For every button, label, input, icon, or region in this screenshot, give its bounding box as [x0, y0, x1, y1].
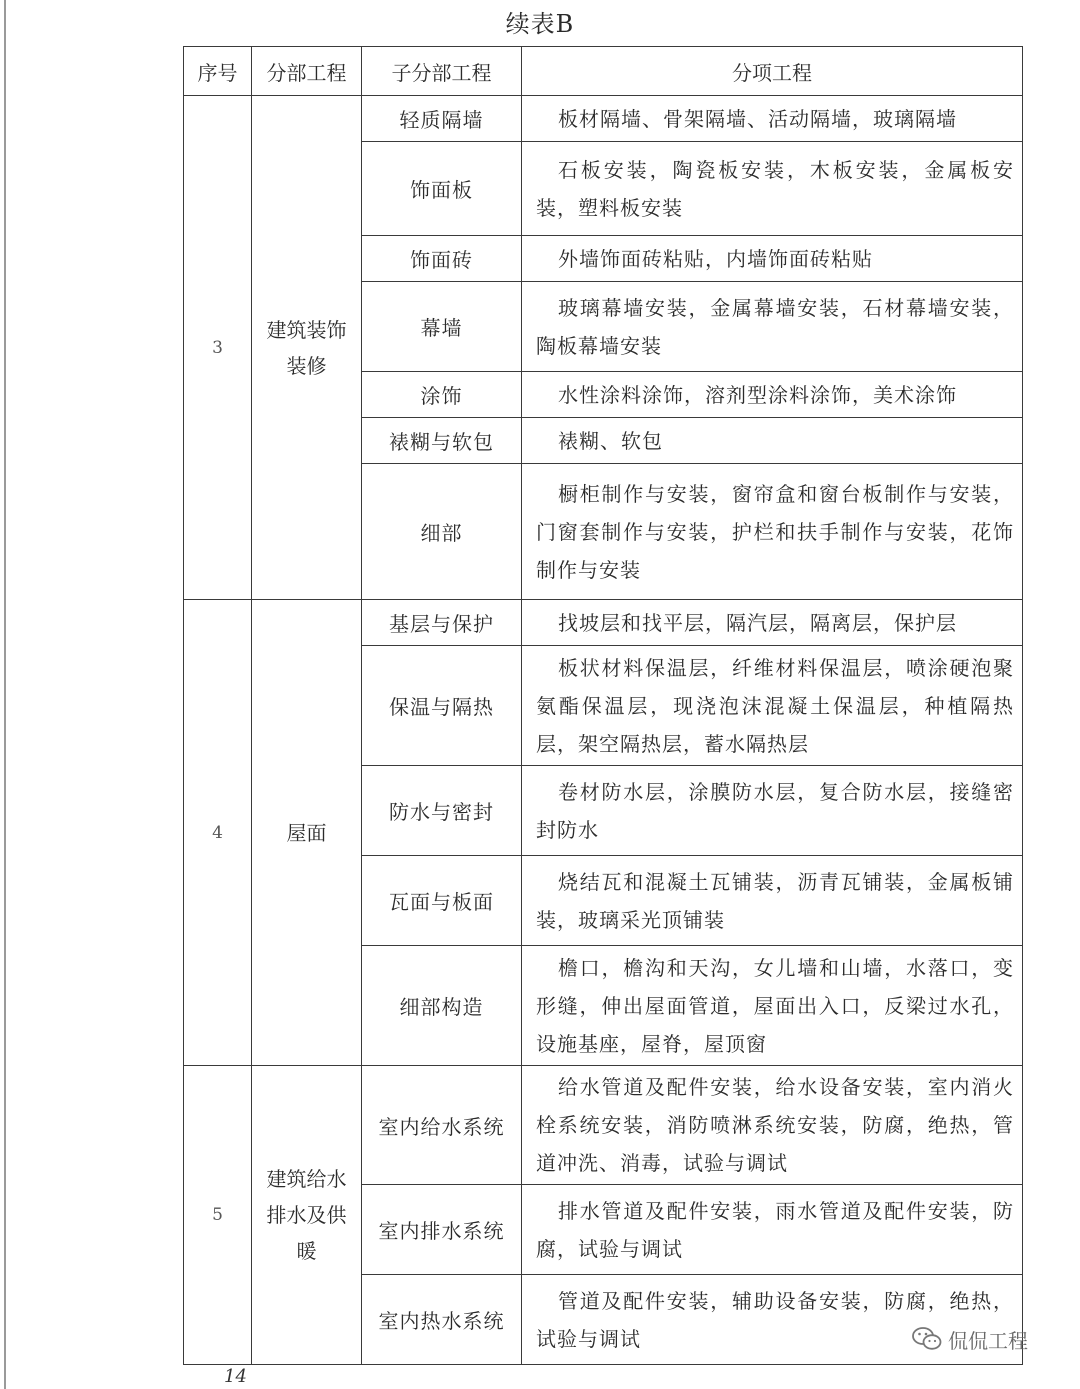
- division-name: 建筑装饰装修: [252, 96, 362, 600]
- header-items: 分项工程: [522, 47, 1023, 96]
- row-number: 3: [184, 96, 252, 600]
- subdivision-name: 保温与隔热: [362, 646, 522, 766]
- table-row: [184, 600, 1023, 646]
- subdivision-name: 饰面板: [362, 142, 522, 236]
- division-name: 屋面: [252, 600, 362, 1066]
- table-row: [184, 96, 1023, 142]
- subdivision-name: 防水与密封: [362, 766, 522, 856]
- project-division-table: [183, 46, 1023, 1365]
- item-list: 烧结瓦和混凝土瓦铺装，沥青瓦铺装，金属板铺装，玻璃采光顶铺装: [522, 856, 1023, 946]
- item-list: 板材隔墙、骨架隔墙、活动隔墙，玻璃隔墙: [522, 96, 1023, 142]
- item-list: 排水管道及配件安装，雨水管道及配件安装，防腐，试验与调试: [522, 1185, 1023, 1275]
- header-subdivision: 子分部工程: [362, 47, 522, 96]
- item-list: 找坡层和找平层，隔汽层，隔离层，保护层: [522, 600, 1023, 646]
- item-list: 裱糊、软包: [522, 418, 1023, 464]
- wechat-icon: [912, 1326, 942, 1352]
- item-list: 玻璃幕墙安装，金属幕墙安装，石材幕墙安装，陶板幕墙安装: [522, 282, 1023, 372]
- item-list: 外墙饰面砖粘贴，内墙饰面砖粘贴: [522, 236, 1023, 282]
- subdivision-name: 轻质隔墙: [362, 96, 522, 142]
- subdivision-name: 涂饰: [362, 372, 522, 418]
- watermark-text: 侃侃工程: [948, 1328, 1028, 1353]
- item-list: 石板安装，陶瓷板安装，木板安装，金属板安装，塑料板安装: [522, 142, 1023, 236]
- item-list: 卷材防水层，涂膜防水层，复合防水层，接缝密封防水: [522, 766, 1023, 856]
- subdivision-name: 幕墙: [362, 282, 522, 372]
- page-title: 续表B: [505, 10, 575, 38]
- scan-edge-line: [4, 0, 6, 1389]
- subdivision-name: 室内给水系统: [362, 1066, 522, 1185]
- row-number: 4: [184, 600, 252, 1066]
- subdivision-name: 裱糊与软包: [362, 418, 522, 464]
- subdivision-name: 细部: [362, 464, 522, 600]
- item-list: 管道及配件安装，辅助设备安装，防腐，绝热，试验与调试: [522, 1275, 1023, 1365]
- item-list: 板状材料保温层，纤维材料保温层，喷涂硬泡聚氨酯保温层，现浇泡沫混凝土保温层，种植隔热层，架空隔热层，蓄水隔热层: [522, 646, 1023, 766]
- header-division: 分部工程: [252, 47, 362, 96]
- subdivision-name: 基层与保护: [362, 600, 522, 646]
- row-number: 5: [184, 1066, 252, 1365]
- table-row: [184, 1066, 1023, 1185]
- division-name: 建筑给水排水及供暖: [252, 1066, 362, 1365]
- subdivision-name: 室内排水系统: [362, 1185, 522, 1275]
- watermark: [912, 1324, 1028, 1354]
- item-list: 橱柜制作与安装，窗帘盒和窗台板制作与安装，门窗套制作与安装，护栏和扶手制作与安装，花饰制作与安装: [522, 464, 1023, 600]
- subdivision-name: 瓦面与板面: [362, 856, 522, 946]
- subdivision-name: 室内热水系统: [362, 1275, 522, 1365]
- subdivision-name: 饰面砖: [362, 236, 522, 282]
- page-number: 14: [224, 1366, 247, 1387]
- item-list: 水性涂料涂饰，溶剂型涂料涂饰，美术涂饰: [522, 372, 1023, 418]
- subdivision-name: 细部构造: [362, 946, 522, 1066]
- header-seq: 序号: [184, 47, 252, 96]
- item-list: 檐口，檐沟和天沟，女儿墙和山墙，水落口，变形缝，伸出屋面管道，屋面出入口，反梁过水孔，设施基座，屋脊，屋顶窗: [522, 946, 1023, 1066]
- item-list: 给水管道及配件安装，给水设备安装，室内消火栓系统安装，消防喷淋系统安装，防腐，绝热，管道冲洗、消毒，试验与调试: [522, 1066, 1023, 1185]
- table-header-row: [184, 47, 1023, 96]
